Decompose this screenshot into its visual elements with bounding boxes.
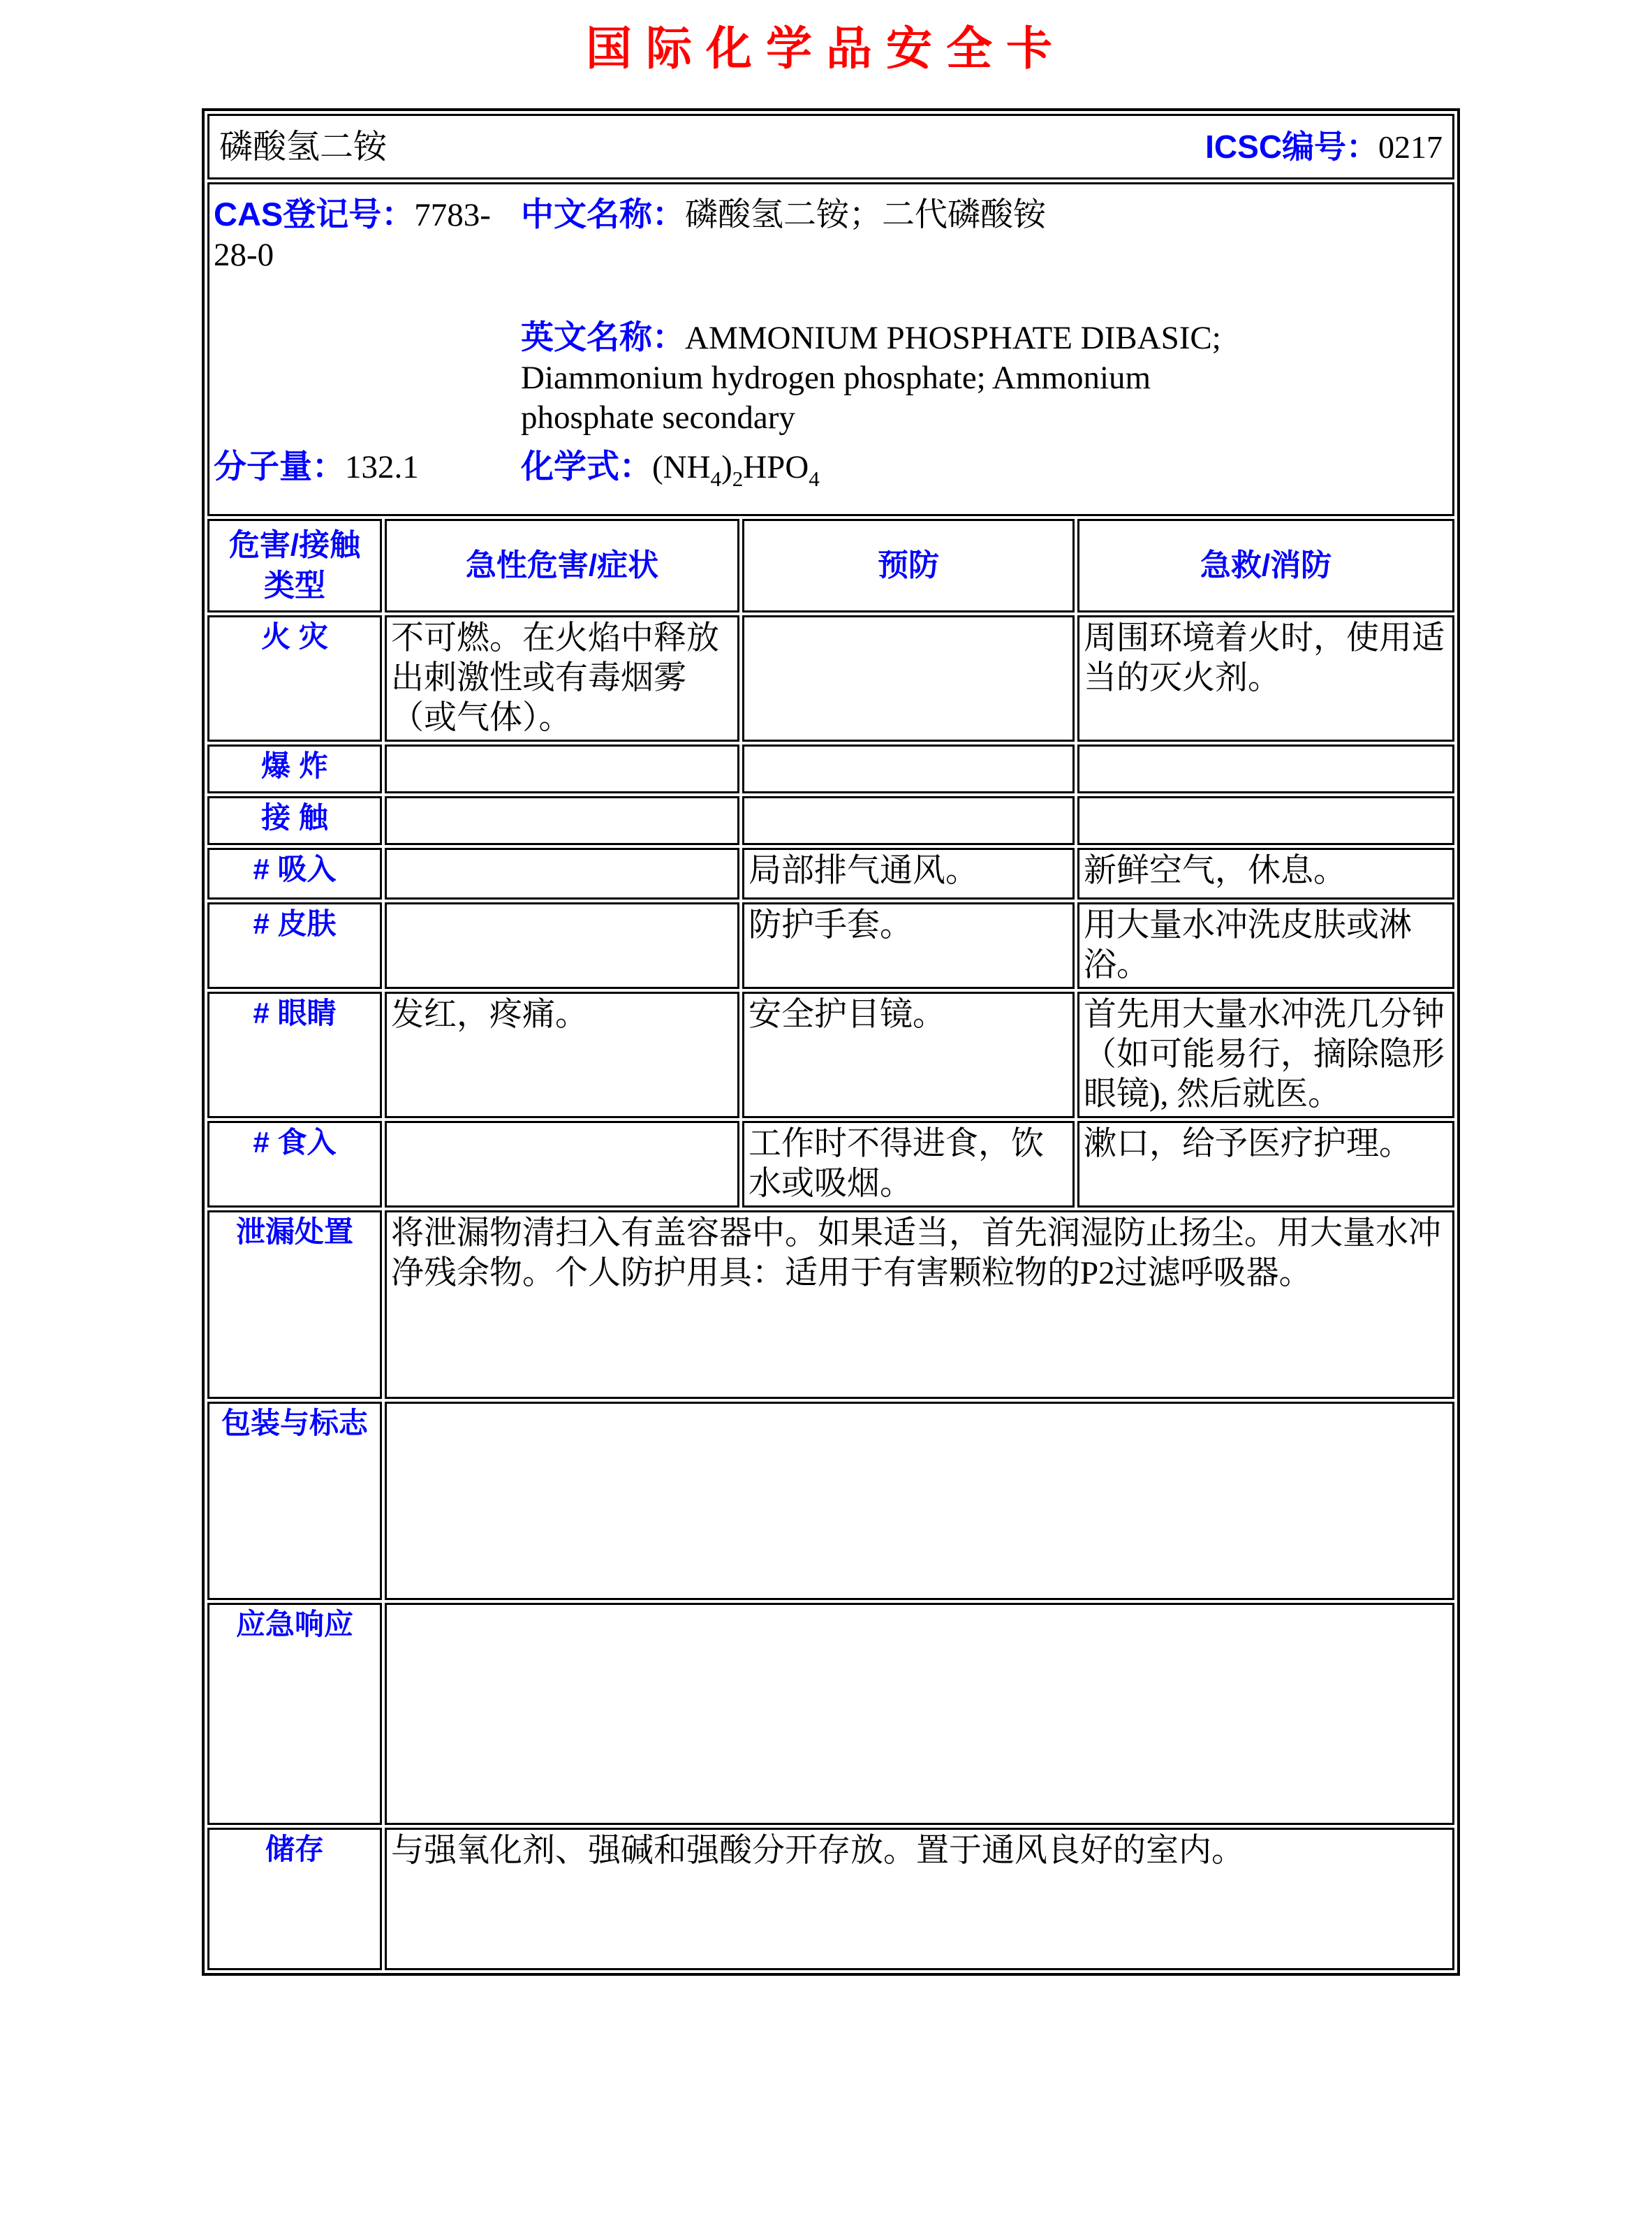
- section-row-spillage: [207, 1210, 1454, 1399]
- spillage-content-cell: [385, 1210, 1454, 1399]
- inhalation-first-aid-cell: [1077, 848, 1454, 900]
- page-title: 国际化学品安全卡: [586, 24, 1066, 75]
- inhalation-type-label: # 吸入: [253, 853, 337, 886]
- eyes-prevention-text: 安全护目镜。: [748, 997, 945, 1033]
- header-prevention-label: 预防: [878, 548, 939, 582]
- icsc-number-label: ICSC编号：: [1205, 128, 1379, 165]
- ingestion-first-aid-text: 漱口，给予医疗护理。: [1084, 1126, 1412, 1162]
- explosion-type-cell: [207, 744, 382, 793]
- cas-value: 7783-28-0: [214, 197, 491, 273]
- skin-prevention-cell: [742, 902, 1075, 989]
- contact-first-aid-cell: [1077, 796, 1454, 845]
- emergency-label: 应急响应: [235, 1608, 353, 1641]
- inhalation-type-cell: [207, 848, 382, 900]
- substance-name: 磷酸氢二铵: [219, 128, 388, 166]
- identity-cell: [207, 182, 1454, 516]
- fire-prevention-cell: [742, 615, 1075, 742]
- hazard-row-fire: [207, 615, 1454, 742]
- icsc-card-table: [202, 108, 1460, 1976]
- contact-type-cell: [207, 796, 382, 845]
- packaging-label: 包装与标志: [221, 1407, 368, 1439]
- skin-prevention-text: 防护手套。: [748, 907, 913, 944]
- header-type-label: 危害/接触类型: [228, 528, 361, 603]
- header-cell-type: [207, 519, 382, 612]
- fire-type-cell: [207, 615, 382, 742]
- english-name-group: [521, 317, 1247, 438]
- ingestion-type-label: # 食入: [253, 1126, 337, 1159]
- header-symptoms-label: 急性危害/症状: [465, 548, 659, 582]
- storage-label: 储存: [265, 1833, 324, 1865]
- ingestion-symptoms-cell: [385, 1121, 739, 1208]
- storage-label-cell: [207, 1828, 382, 1970]
- hazard-row-eyes: [207, 992, 1454, 1118]
- cas-group: [214, 194, 521, 275]
- skin-symptoms-cell: [385, 902, 739, 989]
- storage-content-text: 与强氧化剂、强碱和强酸分开存放。置于通风良好的室内。: [391, 1833, 1244, 1869]
- formula-group: [521, 446, 1448, 491]
- fire-first-aid-cell: [1077, 615, 1454, 742]
- header-cell-symptoms: [385, 519, 739, 612]
- explosion-first-aid-cell: [1077, 744, 1454, 793]
- skin-type-cell: [207, 902, 382, 989]
- section-row-packaging: [207, 1402, 1454, 1600]
- hazard-row-ingestion: [207, 1121, 1454, 1208]
- eyes-first-aid-cell: [1077, 992, 1454, 1118]
- spillage-label: 泄漏处置: [235, 1215, 353, 1248]
- hazard-row-explosion: [207, 744, 1454, 793]
- eyes-first-aid-text: 首先用大量水冲洗几分钟（如可能易行，摘除隐形眼镜), 然后就医。: [1084, 997, 1445, 1113]
- substance-header-row: [207, 114, 1454, 179]
- spillage-content-text: 将泄漏物清扫入有盖容器中。如果适当，首先润湿防止扬尘。用大量水冲净残余物。个人防护用具：适用于有害颗粒物的P2过滤呼吸器。: [391, 1215, 1441, 1291]
- skin-type-label: # 皮肤: [253, 907, 337, 940]
- eyes-prevention-cell: [742, 992, 1075, 1118]
- ingestion-first-aid-cell: [1077, 1121, 1454, 1208]
- chinese-name-group: [521, 194, 1448, 235]
- formula-label: 化学式：: [521, 448, 652, 485]
- icsc-number-value: 0217: [1378, 129, 1443, 165]
- spillage-label-cell: [207, 1210, 382, 1399]
- ingestion-prevention-text: 工作时不得进食，饮水或吸烟。: [748, 1126, 1044, 1202]
- hazard-row-inhalation: [207, 848, 1454, 900]
- section-row-storage: [207, 1828, 1454, 1970]
- packaging-label-cell: [207, 1402, 382, 1600]
- inhalation-prevention-cell: [742, 848, 1075, 900]
- molecular-weight-group: [214, 446, 521, 487]
- eyes-type-label: # 眼睛: [253, 997, 337, 1029]
- chinese-name-label: 中文名称：: [521, 196, 685, 233]
- contact-symptoms-cell: [385, 796, 739, 845]
- header-cell-prevention: [742, 519, 1075, 612]
- fire-symptoms-text: 不可燃。在火焰中释放出刺激性或有毒烟雾（或气体）。: [391, 620, 719, 736]
- contact-type-label: 接 触: [261, 801, 328, 834]
- hazard-row-skin: [207, 902, 1454, 989]
- contact-prevention-cell: [742, 796, 1075, 845]
- skin-first-aid-text: 用大量水冲洗皮肤或淋浴。: [1084, 907, 1412, 983]
- molecular-weight-label: 分子量：: [214, 448, 345, 485]
- ingestion-type-cell: [207, 1121, 382, 1208]
- explosion-prevention-cell: [742, 744, 1075, 793]
- fire-first-aid-text: 周围环境着火时，使用适当的灭火剂。: [1084, 620, 1445, 696]
- inhalation-prevention-text: 局部排气通风。: [748, 853, 978, 889]
- icsc-number-group: [1205, 127, 1443, 167]
- explosion-type-label: 爆 炸: [261, 749, 328, 782]
- ingestion-prevention-cell: [742, 1121, 1075, 1208]
- eyes-symptoms-cell: [385, 992, 739, 1118]
- inhalation-first-aid-text: 新鲜空气，休息。: [1084, 853, 1346, 889]
- storage-content-cell: [385, 1828, 1454, 1970]
- explosion-symptoms-cell: [385, 744, 739, 793]
- emergency-label-cell: [207, 1603, 382, 1825]
- substance-header-cell: [207, 114, 1454, 179]
- packaging-content-cell: [385, 1402, 1454, 1600]
- identity-row: [207, 182, 1454, 516]
- cas-label: CAS登记号：: [214, 196, 415, 233]
- eyes-type-cell: [207, 992, 382, 1118]
- header-cell-first-aid: [1077, 519, 1454, 612]
- inhalation-symptoms-cell: [385, 848, 739, 900]
- emergency-content-cell: [385, 1603, 1454, 1825]
- header-first-aid-label: 急救/消防: [1200, 548, 1332, 582]
- formula-value: $(NH_4)_2HPO_4$: [652, 449, 820, 491]
- fire-symptoms-cell: [385, 615, 739, 742]
- skin-first-aid-cell: [1077, 902, 1454, 989]
- chinese-name-value: 磷酸氢二铵；二代磷酸铵: [685, 197, 1046, 233]
- english-name-value: AMMONIUM PHOSPHATE DIBASIC; Diammonium hydrogen phosphate; Ammonium phosphate secondary: [521, 320, 1221, 436]
- hazard-table-header-row: [207, 519, 1454, 612]
- eyes-symptoms-text: 发红，疼痛。: [391, 997, 588, 1033]
- hazard-row-contact: [207, 796, 1454, 845]
- english-name-label: 英文名称：: [521, 318, 685, 355]
- fire-type-label: 火 灾: [261, 620, 328, 653]
- molecular-weight-value: 132.1: [345, 449, 419, 485]
- section-row-emergency: [207, 1603, 1454, 1825]
